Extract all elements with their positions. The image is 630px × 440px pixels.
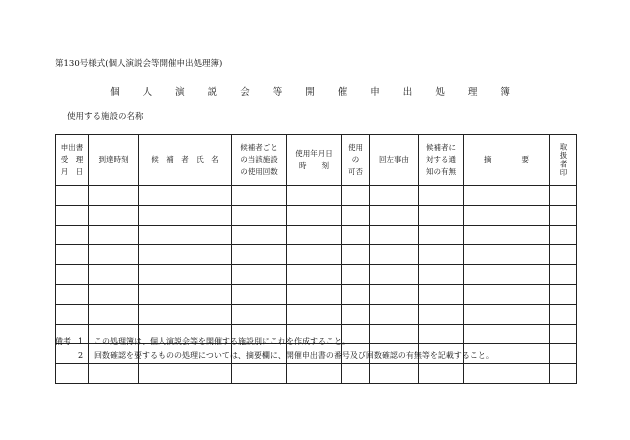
- note-number: 2: [78, 351, 84, 360]
- table-cell[interactable]: [139, 205, 232, 225]
- table-cell[interactable]: [287, 205, 342, 225]
- table-cell[interactable]: [89, 364, 139, 384]
- table-cell[interactable]: [287, 265, 342, 285]
- table-cell[interactable]: [89, 245, 139, 265]
- table-cell[interactable]: [89, 304, 139, 324]
- table-cell[interactable]: [550, 304, 577, 324]
- table-row: [56, 186, 577, 206]
- table-cell[interactable]: [464, 284, 550, 304]
- table-cell[interactable]: [464, 364, 550, 384]
- table-cell[interactable]: [550, 284, 577, 304]
- table-cell[interactable]: [464, 186, 550, 206]
- table-cell[interactable]: [419, 225, 464, 245]
- note-text: 回数確認を要するものの処理については、摘要欄に、開催申出書の番号及び回数確認の有無等を記載すること。: [94, 351, 494, 360]
- table-cell[interactable]: [139, 225, 232, 245]
- table-cell[interactable]: [232, 225, 287, 245]
- table-cell[interactable]: [370, 225, 419, 245]
- table-cell[interactable]: [56, 304, 89, 324]
- table-cell[interactable]: [56, 205, 89, 225]
- table-cell[interactable]: [550, 265, 577, 285]
- notes-label: 備考: [55, 337, 71, 346]
- table-cell[interactable]: [139, 304, 232, 324]
- table-cell[interactable]: [287, 225, 342, 245]
- table-cell[interactable]: [342, 364, 370, 384]
- table-cell[interactable]: [550, 205, 577, 225]
- table-cell[interactable]: [464, 225, 550, 245]
- table-cell[interactable]: [550, 364, 577, 384]
- table-cell[interactable]: [342, 186, 370, 206]
- table-cell[interactable]: [287, 245, 342, 265]
- table-cell[interactable]: [232, 284, 287, 304]
- table-cell[interactable]: [419, 304, 464, 324]
- table-cell[interactable]: [550, 344, 577, 364]
- header-notification: 候補者に 対する通 知の有無: [419, 135, 464, 186]
- table-cell[interactable]: [139, 284, 232, 304]
- table-cell[interactable]: [232, 186, 287, 206]
- table-cell[interactable]: [89, 225, 139, 245]
- table-cell[interactable]: [89, 205, 139, 225]
- header-handler-seal: 取扱者印: [550, 135, 577, 186]
- document-title: 個 人 演 説 会 等 開 催 申 出 処 理 簿: [110, 87, 520, 98]
- table-cell[interactable]: [287, 284, 342, 304]
- note-item: [55, 349, 494, 363]
- table-cell[interactable]: [419, 364, 464, 384]
- table-cell[interactable]: [342, 245, 370, 265]
- table-cell[interactable]: [550, 324, 577, 344]
- table-cell[interactable]: [56, 284, 89, 304]
- table-cell[interactable]: [370, 245, 419, 265]
- header-reason: 回左事由: [370, 135, 419, 186]
- header-usage-count: 候補者ごと の当該施設 の使用回数: [232, 135, 287, 186]
- table-cell[interactable]: [89, 186, 139, 206]
- table-cell[interactable]: [550, 245, 577, 265]
- table-cell[interactable]: [342, 304, 370, 324]
- table-cell[interactable]: [287, 186, 342, 206]
- table-cell[interactable]: [550, 225, 577, 245]
- table-cell[interactable]: [232, 245, 287, 265]
- table-row: [56, 304, 577, 324]
- table-cell[interactable]: [342, 265, 370, 285]
- header-remarks: 摘 要: [464, 135, 550, 186]
- table-row: [56, 205, 577, 225]
- table-cell[interactable]: [419, 265, 464, 285]
- note-item: [55, 335, 494, 349]
- header-receipt-date: 申出書 受 理 月 日: [56, 135, 89, 186]
- table-cell[interactable]: [419, 245, 464, 265]
- table-cell[interactable]: [56, 186, 89, 206]
- note-text: この処理簿は、個人演説会等を開催する施設別にこれを作成すること。: [94, 337, 350, 346]
- table-row: [56, 364, 577, 384]
- table-cell[interactable]: [287, 304, 342, 324]
- table-cell[interactable]: [370, 364, 419, 384]
- table-cell[interactable]: [232, 364, 287, 384]
- table-cell[interactable]: [464, 265, 550, 285]
- header-usage-datetime: 使用年月日 時 刻: [287, 135, 342, 186]
- table-row: [56, 245, 577, 265]
- table-cell[interactable]: [370, 284, 419, 304]
- table-cell[interactable]: [56, 225, 89, 245]
- table-cell[interactable]: [419, 284, 464, 304]
- table-cell[interactable]: [370, 304, 419, 324]
- header-candidate-name: 候 補 者 氏 名: [139, 135, 232, 186]
- note-number: 1: [78, 337, 84, 346]
- notes-section: [55, 335, 494, 363]
- table-cell[interactable]: [139, 245, 232, 265]
- facility-name-label: 使用する施設の名称: [67, 112, 144, 122]
- table-cell[interactable]: [89, 265, 139, 285]
- table-cell[interactable]: [464, 304, 550, 324]
- table-cell[interactable]: [56, 364, 89, 384]
- table-row: [56, 265, 577, 285]
- header-arrival-time: 到達時刻: [89, 135, 139, 186]
- form-number: 第130号様式(個人演説会等開催申出処理簿): [55, 59, 223, 69]
- table-cell[interactable]: [56, 245, 89, 265]
- table-cell[interactable]: [550, 186, 577, 206]
- table-header-row: [56, 135, 577, 186]
- table-cell[interactable]: [370, 186, 419, 206]
- table-cell[interactable]: [139, 364, 232, 384]
- table-cell[interactable]: [287, 364, 342, 384]
- table-cell[interactable]: [232, 265, 287, 285]
- header-usage-approval: 使用 の 可否: [342, 135, 370, 186]
- table-cell[interactable]: [89, 284, 139, 304]
- table-row: [56, 284, 577, 304]
- table-cell[interactable]: [419, 186, 464, 206]
- table-cell[interactable]: [464, 245, 550, 265]
- table-cell[interactable]: [342, 284, 370, 304]
- table-cell[interactable]: [342, 205, 370, 225]
- table-cell[interactable]: [56, 265, 89, 285]
- table-cell[interactable]: [370, 265, 419, 285]
- table-cell[interactable]: [139, 186, 232, 206]
- table-cell[interactable]: [139, 265, 232, 285]
- table-row: [56, 225, 577, 245]
- table-cell[interactable]: [232, 205, 287, 225]
- table-cell[interactable]: [232, 304, 287, 324]
- table-cell[interactable]: [419, 205, 464, 225]
- table-cell[interactable]: [464, 205, 550, 225]
- table-cell[interactable]: [370, 205, 419, 225]
- table-cell[interactable]: [342, 225, 370, 245]
